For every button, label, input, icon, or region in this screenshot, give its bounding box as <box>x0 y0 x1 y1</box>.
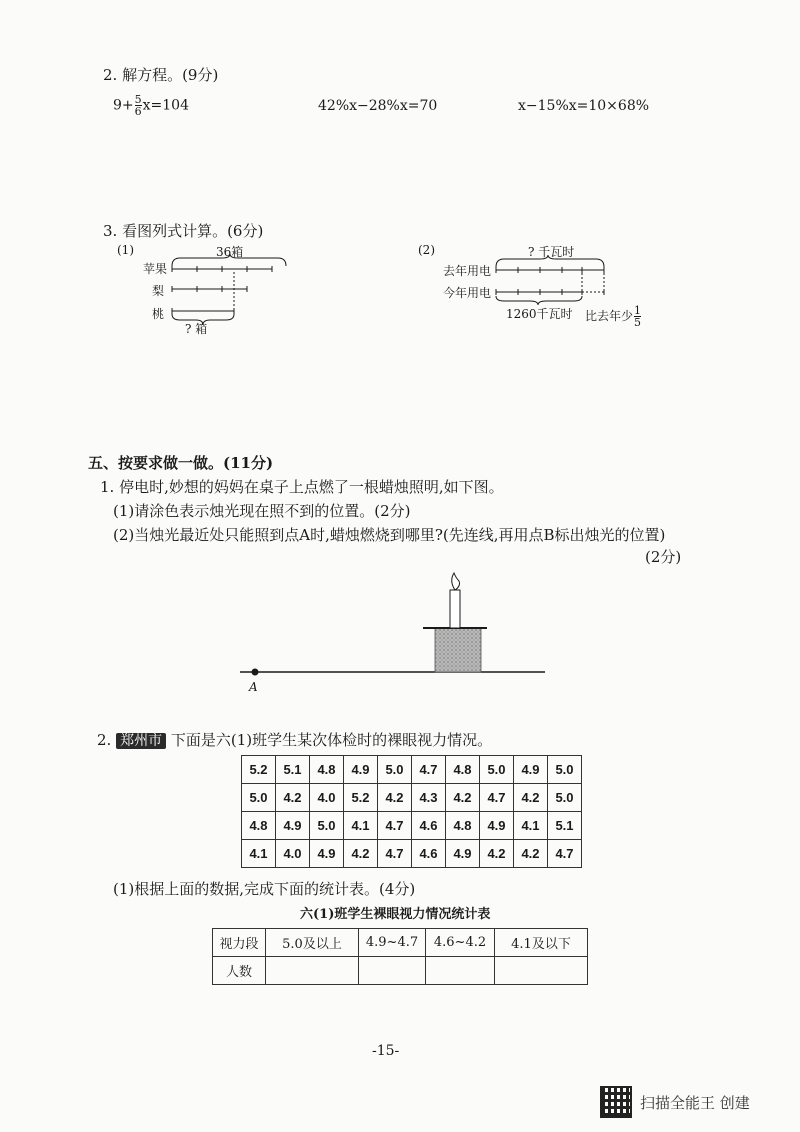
vision-grid-cell: 4.9 <box>310 840 344 868</box>
s5-item1-sub2-score: (2分) <box>645 548 682 566</box>
candle-illustration <box>235 565 555 695</box>
section5-title: 五、按要求做一做。(11分) <box>88 454 274 472</box>
vision-grid-cell: 4.2 <box>344 840 378 868</box>
qr-code-icon <box>600 1086 632 1118</box>
eq1-frac-den: 6 <box>134 105 142 118</box>
vision-grid-cell: 4.8 <box>242 812 276 840</box>
vision-grid-cell: 4.0 <box>276 840 310 868</box>
stat-answer-cell[interactable] <box>266 957 359 985</box>
eq1-suffix: x=104 <box>142 97 189 114</box>
s5-item1-text: 1. 停电时,妙想的妈妈在桌子上点燃了一根蜡烛照明,如下图。 <box>100 478 504 496</box>
vision-grid-cell: 4.0 <box>310 784 344 812</box>
vision-grid-cell: 4.7 <box>480 784 514 812</box>
q2-equation-2: 42%x−28%x=70 <box>318 98 438 114</box>
q3-row-peach: 桃 <box>152 307 165 321</box>
vision-grid-cell: 5.2 <box>344 784 378 812</box>
q3-part1-segment-diagram <box>168 254 293 326</box>
vision-grid-cell: 4.1 <box>242 840 276 868</box>
vision-data-grid <box>241 755 582 868</box>
stat-header-cell: 4.6~4.2 <box>426 929 495 957</box>
eq1-frac-num: 5 <box>134 93 142 106</box>
candle-body <box>450 590 460 628</box>
vision-grid-cell: 4.1 <box>344 812 378 840</box>
q3-part1-top-label: 36箱 <box>216 245 244 259</box>
brace-top <box>172 254 286 266</box>
vision-grid-cell: 4.7 <box>548 840 582 868</box>
stat-header-cell: 5.0及以上 <box>266 929 359 957</box>
eq1-prefix: 9+ <box>113 97 134 114</box>
vision-grid-cell: 4.2 <box>446 784 480 812</box>
q3-row-this-year: 今年用电 <box>443 286 492 300</box>
vision-grid-cell: 5.0 <box>242 784 276 812</box>
vision-grid-cell: 5.0 <box>548 756 582 784</box>
vision-grid-row <box>242 784 582 812</box>
vision-grid-cell: 4.7 <box>378 812 412 840</box>
vision-grid-cell: 4.9 <box>480 812 514 840</box>
stat-table-header-row <box>213 929 588 957</box>
side-fraction <box>634 305 641 328</box>
brace-top-2 <box>496 255 604 267</box>
vision-grid-cell: 5.0 <box>310 812 344 840</box>
vision-grid-cell: 5.1 <box>276 756 310 784</box>
side-frac-num: 1 <box>634 304 642 317</box>
q2-equation-1 <box>113 94 189 117</box>
stat-table <box>212 928 588 985</box>
q3-part2-bottom-label: 1260千瓦时 <box>506 307 573 321</box>
stat-header-cell: 4.9~4.7 <box>359 929 426 957</box>
vision-grid-cell: 4.2 <box>514 840 548 868</box>
vision-grid-cell: 4.9 <box>446 840 480 868</box>
vision-grid-cell: 5.1 <box>548 812 582 840</box>
vision-grid-cell: 4.2 <box>480 840 514 868</box>
vision-grid-cell: 4.7 <box>378 840 412 868</box>
eq1-fraction <box>135 94 142 117</box>
side-label-text: 比去年少 <box>585 309 634 323</box>
city-tag-badge: 郑州市 <box>116 733 166 749</box>
point-a-label: A <box>249 680 258 694</box>
vision-grid-cell: 5.0 <box>548 784 582 812</box>
candle-flame <box>452 573 460 590</box>
q3-part1-label: (1) <box>117 243 134 257</box>
vision-grid-cell: 4.2 <box>378 784 412 812</box>
q3-title: 3. 看图列式计算。(6分) <box>103 222 264 240</box>
stat-table-count-row <box>213 957 588 985</box>
s5-item2-number: 2. <box>97 731 112 749</box>
page-number: -15- <box>372 1043 400 1059</box>
s5-item1-sub2: (2)当烛光最近处只能照到点A时,蜡烛燃烧到哪里?(先连线,再用点B标出烛光的位置) <box>113 526 666 544</box>
q3-part2-segment-diagram <box>492 255 608 315</box>
s5-item2-sub1: (1)根据上面的数据,完成下面的统计表。(4分) <box>113 880 416 898</box>
stat-answer-cell[interactable] <box>359 957 426 985</box>
vision-grid-cell: 4.1 <box>514 812 548 840</box>
s5-item1-sub1: (1)请涂色表示烛光现在照不到的位置。(2分) <box>113 502 411 520</box>
scanner-watermark: 扫描全能王 创建 <box>640 1094 750 1112</box>
vision-grid-cell: 5.2 <box>242 756 276 784</box>
q2-title: 2. 解方程。(9分) <box>103 66 219 84</box>
vision-grid-cell: 5.0 <box>480 756 514 784</box>
vision-grid-cell: 4.9 <box>344 756 378 784</box>
stat-row-label: 人数 <box>213 957 266 985</box>
vision-grid-cell: 4.6 <box>412 812 446 840</box>
brace-bottom-2 <box>496 296 582 305</box>
stat-header-cell: 视力段 <box>213 929 266 957</box>
q3-row-last-year: 去年用电 <box>443 264 492 278</box>
vision-grid-row <box>242 756 582 784</box>
vision-grid-cell: 4.3 <box>412 784 446 812</box>
vision-grid-cell: 4.2 <box>514 784 548 812</box>
q3-part1-bottom-label: ? 箱 <box>185 322 208 336</box>
vision-grid-cell: 5.0 <box>378 756 412 784</box>
stat-answer-cell[interactable] <box>495 957 588 985</box>
q2-equation-3: x−15%x=10×68% <box>518 98 650 114</box>
table-leg <box>435 628 481 672</box>
q3-part2-top-label: ? 千瓦时 <box>528 245 575 259</box>
vision-grid-cell: 4.6 <box>412 840 446 868</box>
vision-grid-cell: 4.7 <box>412 756 446 784</box>
stat-table-title: 六(1)班学生裸眼视力情况统计表 <box>300 907 491 922</box>
vision-grid-cell: 4.8 <box>446 812 480 840</box>
q3-part2-label: (2) <box>418 243 435 257</box>
vision-grid-cell: 4.2 <box>276 784 310 812</box>
vision-grid-cell: 4.9 <box>276 812 310 840</box>
q3-row-apple: 苹果 <box>143 262 168 276</box>
vision-grid-cell: 4.8 <box>310 756 344 784</box>
stat-answer-cell[interactable] <box>426 957 495 985</box>
brace-bottom <box>172 314 234 325</box>
q3-row-pear: 梨 <box>152 284 165 298</box>
vision-grid-row <box>242 812 582 840</box>
stat-header-cell: 4.1及以下 <box>495 929 588 957</box>
side-frac-den: 5 <box>634 316 642 329</box>
s5-item2-text: 下面是六(1)班学生某次体检时的裸眼视力情况。 <box>170 731 493 749</box>
point-a-dot <box>252 669 259 676</box>
vision-grid-cell: 4.8 <box>446 756 480 784</box>
s5-item2-line <box>97 729 492 750</box>
vision-grid-row <box>242 840 582 868</box>
vision-grid-cell: 4.9 <box>514 756 548 784</box>
